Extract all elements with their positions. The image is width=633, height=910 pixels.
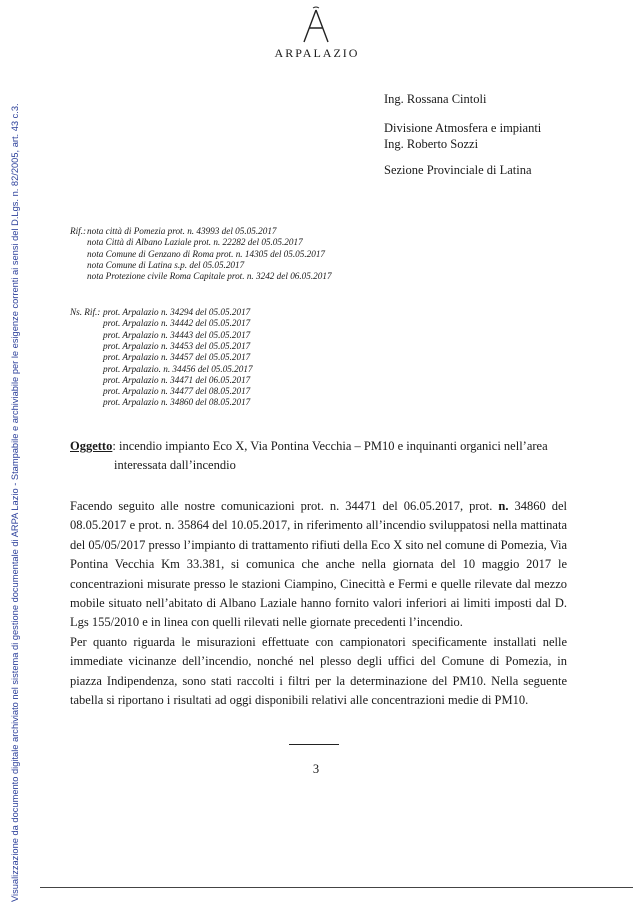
ns-rif-item: prot. Arpalazio n. 34453 del 05.05.2017 bbox=[103, 340, 251, 351]
rif-label: Rif.: bbox=[70, 226, 87, 236]
rif-item: nota Comune di Genzano di Roma prot. n. 14305 del 05.05.2017 bbox=[87, 248, 326, 259]
subject-line: interessata dall’incendio bbox=[114, 458, 236, 472]
body-paragraph: Per quanto riguarda le misurazioni effettuate con campionatori specificamente installati nelle immediate vicinanze dell’incendio, nonché nel plesso degli uffici del Comune di Pomezia, in piazza Indipendenza, sono stati raccolti i filtri per la determinazione del PM10. Nella seguente tabella si riportano i risultati ad oggi disponibili relativi alle concentrazioni medie di PM10. bbox=[70, 634, 567, 708]
body-text bbox=[70, 497, 567, 710]
body-text-span: Facendo seguito alle nostre comunicazioni prot. n. 34471 del 06.05.2017, prot. bbox=[70, 499, 499, 513]
rif-item: nota Protezione civile Roma Capitale prot. n. 3242 del 06.05.2017 bbox=[87, 271, 332, 282]
recipient-line: Divisione Atmosfera e impianti bbox=[384, 121, 542, 135]
recipient-line: Sezione Provinciale di Latina bbox=[384, 163, 532, 177]
arpalazio-logo-icon bbox=[296, 6, 336, 46]
ns-rif-item: prot. Arpalazio n. 34294 del 05.05.2017 bbox=[103, 307, 251, 317]
ns-rif-item: prot. Arpalazio n. 34471 del 06.05.2017 bbox=[103, 374, 251, 385]
recipient-line: Ing. Roberto Sozzi bbox=[384, 137, 479, 151]
subject-label: Oggetto bbox=[70, 439, 113, 453]
recipient-line: Ing. Rossana Cintoli bbox=[384, 92, 487, 106]
ns-rif-item: prot. Arpalazio n. 34457 del 05.05.2017 bbox=[103, 352, 251, 363]
ns-rif-item: prot. Arpalazio n. 34860 del 08.05.2017 bbox=[103, 397, 251, 408]
subject-separator: : bbox=[112, 439, 116, 453]
body-text-bold: n. bbox=[498, 499, 509, 513]
bottom-divider bbox=[40, 887, 633, 888]
rif-item: nota Città di Albano Laziale prot. n. 22282 del 05.05.2017 bbox=[87, 237, 303, 248]
archive-stamp: Visualizzazione da documento digitale archiviato nel sistema di gestione documentale di ARPA Lazio - Stampabile e archiviabile per le esigenze correnti ai sensi del D.Lgs. n. 82/2005, art. 43 c.3. bbox=[10, 103, 20, 902]
rif-item: nota città di Pomezia prot. n. 43993 del 05.05.2017 bbox=[87, 226, 277, 236]
logo-text: ARPALAZIO bbox=[274, 46, 360, 60]
ns-rif-label: Ns. Rif.: bbox=[70, 307, 101, 317]
ns-rif-item: prot. Arpalazio. n. 34456 del 05.05.2017 bbox=[103, 363, 253, 374]
body-text-span: 34860 del 08.05.2017 e prot. n. 35864 del 10.05.2017, in riferimento all’incendio sviluppatosi nella mattinata del 05/05/2017 presso l’impianto di trattamento rifiuti della Eco X sito nel comune di Pomezia, Via Pontina Vecchia Km 33.381, si comunica che anche nella giornata del 10 maggio 2017 le concentrazioni misurate presso le stazioni Ciampino, Cinecittà e Fermi e quelle rilevate dal mezzo mobile situato nell’abitato di Albano Laziale hanno fornito valori inferiori ai limiti imposti dal D. Lgs 155/2010 e in linea con quelli rilevati nelle giornate precedenti l’incendio. bbox=[70, 499, 568, 630]
ns-rif-item: prot. Arpalazio n. 34477 del 08.05.2017 bbox=[103, 386, 251, 397]
body-paragraph bbox=[70, 497, 567, 633]
ns-rif-item: prot. Arpalazio n. 34442 del 05.05.2017 bbox=[103, 318, 251, 329]
ns-rif-item: prot. Arpalazio n. 34443 del 05.05.2017 bbox=[103, 329, 251, 340]
rif-item: nota Comune di Latina s.p. del 05.05.2017 bbox=[87, 259, 245, 270]
subject bbox=[70, 437, 570, 475]
subject-line: incendio impianto Eco X, Via Pontina Vecchia – PM10 e inquinanti organici nell’area bbox=[115, 439, 548, 453]
page-number: 3 bbox=[312, 762, 320, 776]
footer-divider bbox=[289, 744, 339, 745]
